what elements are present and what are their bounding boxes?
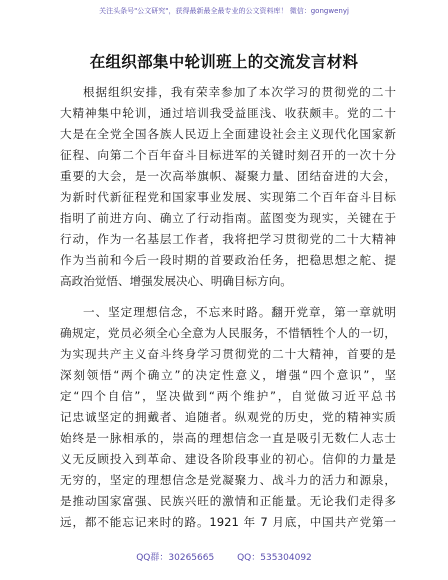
text-line: 义无反顾投入到革命、建设各阶段事业的初心。信仰的力量是 bbox=[60, 452, 396, 466]
text-line: 作为当前和今后一段时期的首要政治任务，把稳思想之舵、提 bbox=[60, 253, 396, 267]
document-body bbox=[60, 82, 396, 533]
text-line: 指明了前进方向、确立了行动指南。蓝图变为现实，关键在于 bbox=[60, 211, 396, 225]
text-line: 始终是一脉相承的，崇高的理想信念一直是吸引无数仁人志士 bbox=[60, 431, 396, 445]
text-line: 大是在全党全国各族人民迈上全面建设社会主义现代化国家新 bbox=[60, 127, 396, 141]
text-line: 一、坚定理想信念，不忘来时路。翻开党章，第一章就明 bbox=[83, 305, 396, 319]
text-line: 高政治觉悟、增强发展决心、明确目标方向。 bbox=[60, 274, 292, 288]
text-line: 为新时代新征程党和国家事业发展、实现第二个百年奋斗目标 bbox=[60, 190, 396, 204]
document-title: 在组织部集中轮训班上的交流发言材料 bbox=[89, 53, 359, 71]
text-line: 根据组织安排，我有荣幸参加了本次学习的贯彻党的二十 bbox=[83, 85, 396, 99]
qq-group-label: QQ群：30265665 bbox=[136, 553, 215, 563]
promo-header: 关注头条号"公文研究"，获得最新最全最专业的公文资料库！ 微信：gongwenyj bbox=[99, 7, 349, 15]
paragraph-1 bbox=[60, 82, 396, 292]
text-line: 确规定，党员必须全心全意为人民服务，不惜牺牲个人的一切， bbox=[60, 326, 396, 340]
paragraph-2 bbox=[60, 302, 396, 533]
text-line: 无穷的，坚定的理想信念是党凝聚力、战斗力的活力和源泉， bbox=[60, 473, 396, 487]
text-line: 定“四个自信”，坚决做到“两个维护”，自觉做习近平总书 bbox=[60, 389, 396, 403]
text-line: 记忠诚坚定的拥戴者、追随者。纵观党的历史，党的精神实质 bbox=[60, 410, 396, 424]
text-line: 是推动国家富强、民族兴旺的激情和正能量。无论我们走得多 bbox=[60, 494, 396, 508]
text-line: 深刻领悟“两个确立”的决定性意义，增强“四个意识”，坚 bbox=[60, 368, 396, 382]
qq-contact-label: QQ：535304092 bbox=[237, 553, 312, 563]
text-line: 为实现共产主义奋斗终身学习贯彻党的二十大精神，首要的是 bbox=[60, 347, 396, 361]
text-line: 征程、向第二个百年奋斗目标进军的关键时刻召开的一次十分 bbox=[60, 148, 396, 162]
contact-footer bbox=[0, 550, 448, 563]
text-line: 重要的大会，是一次高举旗帜、凝聚力量、团结奋进的大会， bbox=[60, 169, 396, 183]
text-line: 行动，作为一名基层工作者，我将把学习贯彻党的二十大精神 bbox=[60, 232, 396, 246]
text-line: 远，都不能忘记来时的路。1921 年 7 月底，中国共产党第一 bbox=[60, 515, 396, 529]
text-line: 大精神集中轮训，通过培训我受益匪浅、收获颇丰。党的二十 bbox=[60, 106, 396, 120]
